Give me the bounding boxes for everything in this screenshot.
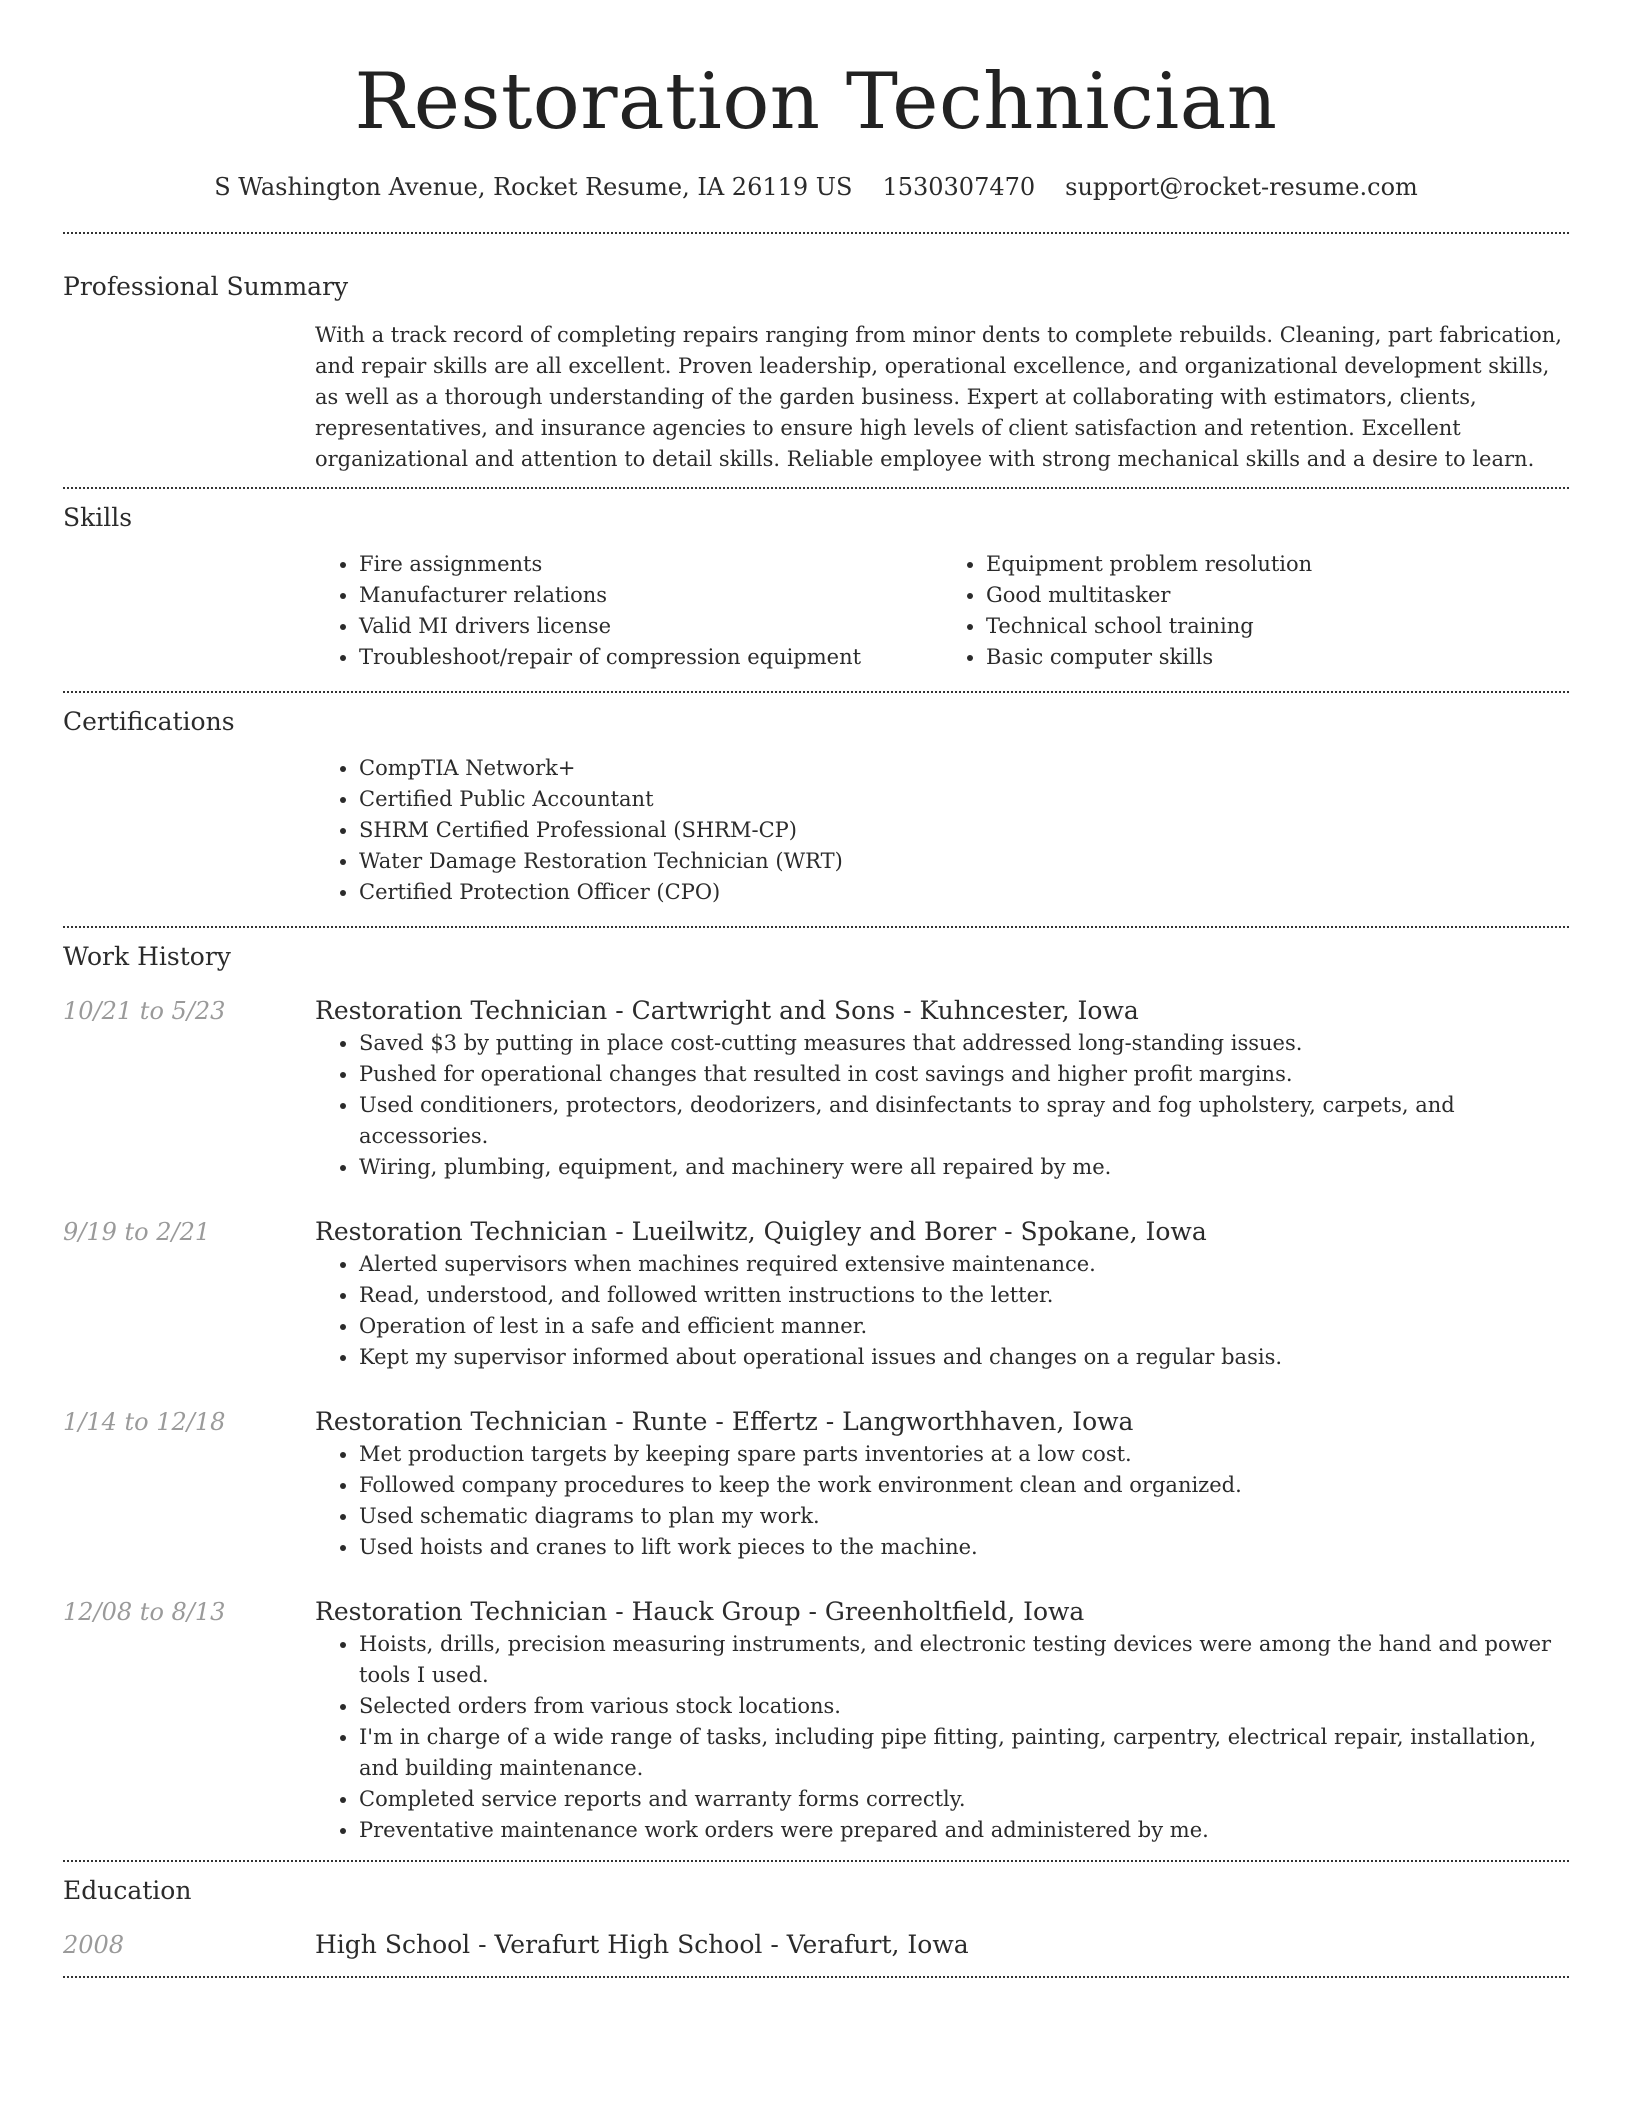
list-item: • Completed service reports and warranty forms correctly. <box>359 1784 1569 1815</box>
section-title-education: Education <box>63 1876 192 1905</box>
section-title-certifications: Certifications <box>63 707 235 736</box>
contact-email: support@rocket-resume.com <box>1065 173 1418 201</box>
list-item: • Equipment problem resolution <box>986 549 1569 580</box>
list-item: • Certified Protection Officer (CPO) <box>359 877 1569 908</box>
job-entry <box>63 1595 1569 1860</box>
certifications-list <box>315 753 1569 908</box>
list-item: • Met production targets by keeping spare parts inventories at a low cost. <box>359 1439 1569 1470</box>
list-item: • Valid MI drivers license <box>359 611 942 642</box>
job-body <box>315 1405 1569 1563</box>
list-item: • Operation of lest in a safe and efficient manner. <box>359 1311 1569 1342</box>
contact-address: S Washington Avenue, Rocket Resume, IA 26119 US <box>214 173 853 201</box>
job-bullets <box>315 1629 1569 1846</box>
job-dates: 12/08 to 8/13 <box>63 1598 226 1626</box>
list-item: • Pushed for operational changes that resulted in cost savings and higher profit margins. <box>359 1059 1569 1090</box>
list-item: • Certified Public Accountant <box>359 784 1569 815</box>
list-item: • Used conditioners, protectors, deodorizers, and disinfectants to spray and fog upholstery, carpets, and accessories. <box>359 1090 1569 1152</box>
job-title: Restoration Technician - Runte - Effertz - Langworthhaven, Iowa <box>315 1407 1134 1436</box>
list-item: • CompTIA Network+ <box>359 753 1569 784</box>
contact-line <box>63 170 1569 204</box>
contact-phone: 1530307470 <box>882 173 1036 201</box>
list-item: • Alerted supervisors when machines required extensive maintenance. <box>359 1249 1569 1280</box>
job-dates: 9/19 to 2/21 <box>63 1218 211 1246</box>
list-item: • Used hoists and cranes to lift work pieces to the machine. <box>359 1532 1569 1563</box>
job-body <box>315 994 1569 1183</box>
job-title: Restoration Technician - Hauck Group - Greenholtfield, Iowa <box>315 1597 1085 1626</box>
candidate-name: Restoration Technician <box>354 57 1278 147</box>
list-item: • Wiring, plumbing, equipment, and machinery were all repaired by me. <box>359 1152 1569 1183</box>
certifications-content <box>315 753 1569 926</box>
list-item: • Water Damage Restoration Technician (WRT) <box>359 846 1569 877</box>
resume-header <box>63 0 1569 204</box>
job-bullets <box>315 1439 1569 1563</box>
education-body <box>315 1928 1569 1962</box>
job-entry <box>63 1215 1569 1373</box>
list-item: • Hoists, drills, precision measuring instruments, and electronic testing devices were among the hand and power tools I used. <box>359 1629 1569 1691</box>
summary-text: With a track record of completing repairs ranging from minor dents to complete rebuilds. Cleaning, part fabrication, and repair skills are all excellent. Proven leadership, operational excellence, and organizational development skills, as well as a thorough understanding of the garden business. Expert at collaborating with estimators, clients, representatives, and insurance agencies to ensure high levels of client satisfaction and retention. Excellent organizational and attention to detail skills. Reliable employee with strong mechanical skills and a desire to learn. <box>315 323 1562 471</box>
section-education <box>63 1862 1569 1976</box>
skills-left-list <box>315 549 942 673</box>
list-item: • Fire assignments <box>359 549 942 580</box>
section-summary <box>63 234 1569 487</box>
list-item: • I'm in charge of a wide range of tasks, including pipe fitting, painting, carpentry, electrical repair, installation, and building maintenance. <box>359 1722 1569 1784</box>
list-item: • Good multitasker <box>986 580 1569 611</box>
job-body <box>315 1595 1569 1846</box>
list-item: • Technical school training <box>986 611 1569 642</box>
list-item: • Selected orders from various stock locations. <box>359 1691 1569 1722</box>
job-title: Restoration Technician - Cartwright and Sons - Kuhncester, Iowa <box>315 996 1139 1025</box>
education-entry <box>63 1928 1569 1976</box>
job-body <box>315 1215 1569 1373</box>
job-dates: 1/14 to 12/18 <box>63 1408 226 1436</box>
section-work-history <box>63 928 1569 1860</box>
list-item: • Followed company procedures to keep the work environment clean and organized. <box>359 1470 1569 1501</box>
list-item: • Preventative maintenance work orders were prepared and administered by me. <box>359 1815 1569 1846</box>
job-bullets <box>315 1249 1569 1373</box>
divider <box>63 1976 1569 1978</box>
job-title: Restoration Technician - Lueilwitz, Quigley and Borer - Spokane, Iowa <box>315 1217 1207 1246</box>
list-item: • Read, understood, and followed written instructions to the letter. <box>359 1280 1569 1311</box>
list-item: • SHRM Certified Professional (SHRM-CP) <box>359 815 1569 846</box>
job-entry <box>63 1405 1569 1563</box>
job-entry <box>63 994 1569 1183</box>
list-item: • Saved $3 by putting in place cost-cutting measures that addressed long-standing issues. <box>359 1028 1569 1059</box>
section-title-work: Work History <box>63 942 231 971</box>
section-title-summary: Professional Summary <box>63 272 349 301</box>
section-skills <box>63 489 1569 691</box>
list-item: • Basic computer skills <box>986 642 1569 673</box>
list-item: • Used schematic diagrams to plan my work. <box>359 1501 1569 1532</box>
education-year: 2008 <box>63 1931 125 1959</box>
list-item: • Kept my supervisor informed about operational issues and changes on a regular basis. <box>359 1342 1569 1373</box>
list-item: • Manufacturer relations <box>359 580 942 611</box>
list-item: • Troubleshoot/repair of compression equipment <box>359 642 942 673</box>
job-bullets <box>315 1028 1569 1183</box>
skills-right-list <box>942 549 1569 673</box>
job-dates: 10/21 to 5/23 <box>63 997 226 1025</box>
section-title-skills: Skills <box>63 503 133 532</box>
section-certifications <box>63 693 1569 926</box>
skills-grid <box>315 549 1569 691</box>
education-title: High School - Verafurt High School - Verafurt, Iowa <box>315 1930 969 1959</box>
